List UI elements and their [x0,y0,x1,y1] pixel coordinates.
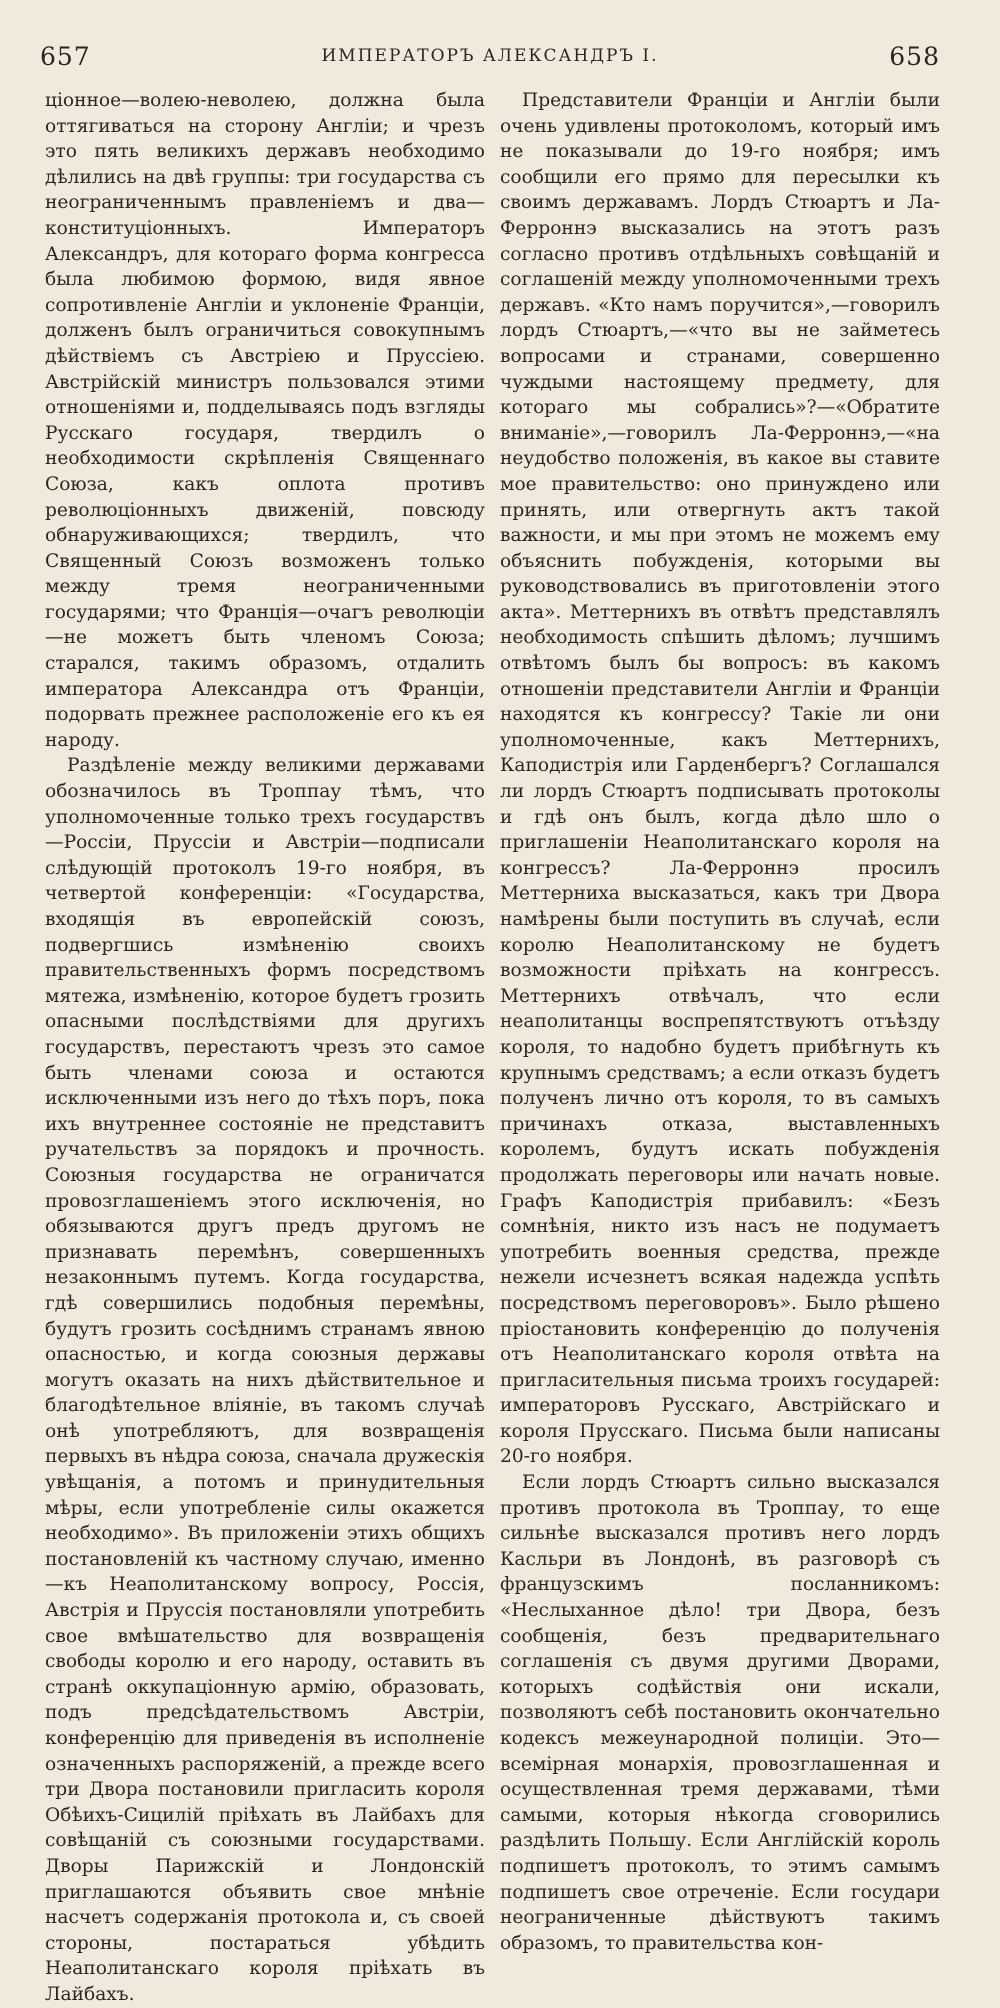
page-header [40,42,940,82]
running-head: ИМПЕРАТОРЪ АЛЕКСАНДРЪ I. [321,46,659,66]
paragraph: ціонное—волею-неволею, должна была оттягиваться на сторону Англіи; и чрезъ это пять великихъ державъ необходимо дѣлились на двѣ группы: три государства съ неограниченнымъ правленіемъ и два—конституціонныхъ. Императоръ Александръ, для котораго форма конгресса была любимою формою, видя явное сопротивленіе Англіи и уклоненіе Франціи, долженъ былъ ограничиться совокупнымъ дѣйствіемъ съ Австріею и Пруссіею. Австрійскій министръ пользовался этими отношеніями и, подделываясь подъ взгляды Русскаго государя, твердилъ о необходимости скрѣпленія Священнаго Союза, какъ оплота противъ революціонныхъ движеній, повсюду обнаруживающихся; твердилъ, что Священный Союзъ возможенъ только между тремя неограниченными государями; что Франція—очагъ революціи—не можетъ быть членомъ Союза; старался, такимъ образомъ, отдалить императора Александра отъ Франціи, подорвать прежнее расположеніе его къ ея народу. [45,90,485,751]
paragraph: Представители Франціи и Англіи были очень удивлены протоколомъ, который имъ не показывали до 19-го ноября; имъ сообщили его прямо для пересылки къ своимъ державамъ. Лордъ Стюартъ и Ла-Ферроннэ высказались на этотъ разъ согласно противъ отдѣльныхъ совѣщаній и соглашеній между уполномоченными трехъ державъ. «Кто намъ поручится»,—говорилъ лордъ Стюартъ,—«что вы не займетесь вопросами и странами, совершенно чуждыми настоящему предмету, для котораго мы собрались»?—«Обратите вниманіе»,—говорилъ Ла-Ферроннэ,—«на неудобство положенія, въ какое вы ставите мое правительство: оно принуждено или принять, или отвергнуть актъ такой важности, и мы при этомъ не можемъ ему объяснить побужденія, которыми вы руководствовались въ приготовленіи этого акта». Меттернихъ въ отвѣтъ представлялъ необходимость спѣшить дѣломъ; лучшимъ отвѣтомъ былъ бы вопросъ: въ какомъ отношеніи представители Англіи и Франціи находятся къ конгрессу? Такіе ли они уполномоченные, какъ Меттернихъ, Каподистрія или Гарденбергъ? Соглашался ли лордъ Стюартъ подписывать протоколы и гдѣ онъ былъ, когда дѣло шло о приглашеніи Неаполитанскаго короля на конгрессъ? Ла-Ферроннэ просилъ Меттерниха высказаться, какъ три Двора намѣрены были поступить въ случаѣ, если королю Неаполитанскому не будетъ возможности пріѣхать на конгрессъ. Меттернихъ отвѣчалъ, что если неаполитанцы воспрепятствуютъ отъѣзду короля, то надобно будетъ прибѣгнуть къ крупнымъ средствамъ; а если отказъ будетъ полученъ лично отъ короля, то въ самыхъ причинахъ отказа, выставленныхъ королемъ, будутъ искать побужденія продолжать переговоры или начать новые. Графъ Каподистрія прибавилъ: «Безъ сомнѣнія, никто изъ насъ не подумаетъ употребить военныя средства, прежде нежели исчезнетъ всякая надежда успѣть посредствомъ переговоровъ». Было рѣшено пріостановить конференцію до полученія отъ Неаполитанскаго короля отвѣта на пригласительныя письма троихъ государей: императоровъ Русскаго, Австрійскаго и короля Прусскаго. Письма были написаны 20-го ноября. [500,90,940,1468]
paragraph: Раздѣленіе между великими державами обозначилось въ Троппау тѣмъ, что уполномоченные только трехъ государствъ—Россіи, Пруссіи и Австріи—подписали слѣдующій протоколъ 19-го ноября, въ четвертой конференціи: «Государства, входящія въ европейскій союзъ, подвергшись измѣненію своихъ правительственныхъ формъ посредствомъ мятежа, измѣненію, которое будетъ грозить опасными послѣдствіями для другихъ государствъ, перестаютъ чрезъ это самое быть членами союза и остаются исключенными изъ него до тѣхъ поръ, пока ихъ внутреннее состояніе не представитъ ручательствъ за порядокъ и прочность. Союзныя государства не ограничатся провозглашеніемъ этого исключенія, но обязываются другъ предъ другомъ не признавать перемѣнъ, совершенныхъ незаконнымъ путемъ. Когда государства, гдѣ совершились подобныя перемѣны, будутъ грозить сосѣднимъ странамъ явною опасностью, и когда союзныя державы могутъ оказать на нихъ дѣйствительное и благодѣтельное вліяніе, въ такомъ случаѣ онѣ употребляютъ, для возвращенія первыхъ въ нѣдра союза, сначала дружескія увѣщанія, а потомъ и принудительныя мѣры, если употребленіе силы окажется необходимо». Въ приложеніи этихъ общихъ постановленій къ частному случаю, именно—къ Неаполитанскому вопросу, Россія, Австрія и Пруссія постановляли употребить свое вмѣшательство для возвращенія свободы королю и его народу, оставить въ странѣ оккупаціонную армію, образовать, подъ предсѣдательствомъ Австріи, конференцію для приведенія въ исполненіе означенныхъ распоряженій, а прежде всего три Двора постановили пригласить короля Обѣихъ-Сицилій пріѣхать въ Лайбахъ для совѣщаній съ союзными государствами. Дворы Парижскій и Лондонскій приглашаются объявить свое мнѣніе насчетъ содержанія протокола и, съ своей стороны, постараться убѣдить Неаполитанскаго короля пріѣхать въ Лайбахъ. [45,755,485,2005]
paragraph: Если лордъ Стюартъ сильно высказался противъ протокола въ Троппау, то еще сильнѣе высказался противъ него лордъ Касльри въ Лондонѣ, въ разговорѣ съ французскимъ посланникомъ: «Неслыханное дѣло! три Двора, безъ сообщенія, безъ предварительнаго соглашенія съ двумя другими Дворами, которыхъ содѣйствія они искали, позволяютъ себѣ постановить окончательно кодексъ межеународной полиціи. Это—всемірная монархія, провозглашенная и осуществленная тремя державами, тѣми самыми, которыя нѣкогда сговорились раздѣлить Польшу. Если Англійскій король подпишетъ протоколъ, то этимъ самымъ подпишетъ свое отреченіе. Если государи неограниченные дѣйствуютъ такимъ образомъ, то правительства кон- [500,1472,940,1954]
left-column [45,88,485,2008]
right-page-number: 658 [889,42,940,71]
right-column [500,88,940,1956]
left-page-number: 657 [40,42,91,71]
